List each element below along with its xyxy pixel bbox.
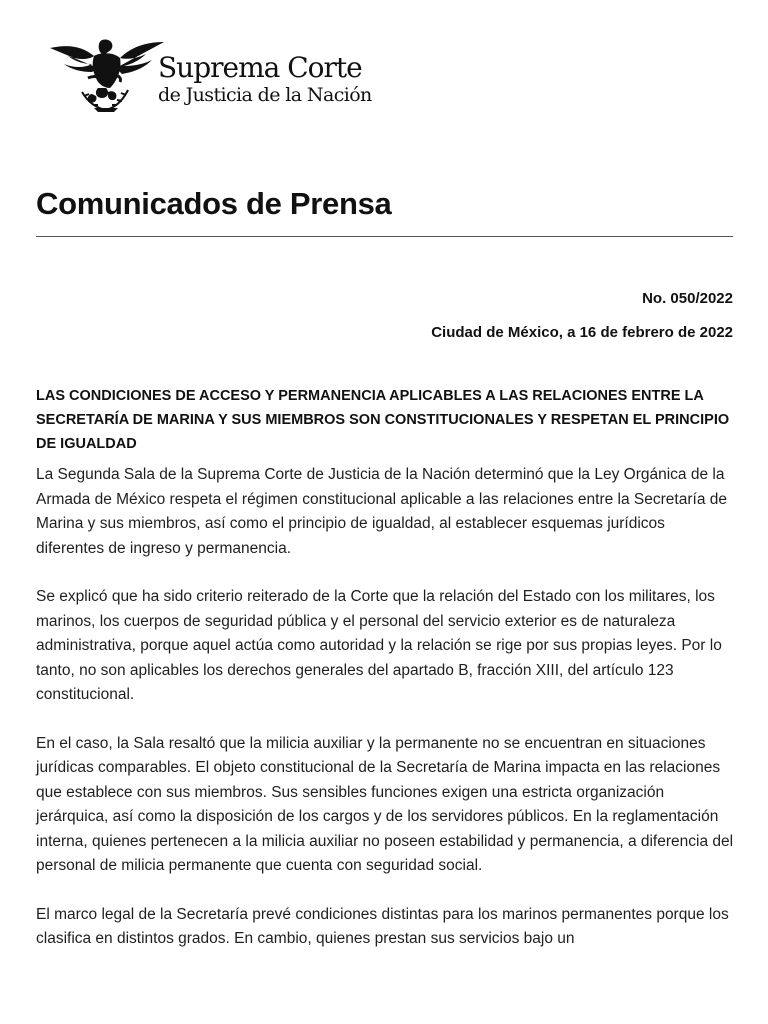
body-paragraph: La Segunda Sala de la Suprema Corte de Justicia de la Nación determinó que la Ley Orgánica de la Armada de México respeta el régimen constitucional aplicable a las relaciones entre la Secretaría de Marina y sus miembros, así como el principio de igualdad, al establecer esquemas jurídicos diferentes de ingreso y permanencia.	[36, 466, 727, 557]
body-paragraph: En el caso, la Sala resaltó que la milicia auxiliar y la permanente no se encuentran en situaciones jurídicas comparables. El objeto constitucional de la Secretaría de Marina impacta en las relaciones que establece con sus miembros. Sus sensibles funciones exigen una estricta organización jerárquica, así como la disposición de los cargos y de los servidores públicos. En la reglamentación interna, quienes pertenecen a la milicia auxiliar no poseen estabilidad y permanencia, a diferencia del personal de milicia permanente que cuenta con seguridad social.	[36, 734, 734, 874]
brand-title: Suprema Corte	[158, 51, 362, 84]
brand-name	[158, 52, 372, 106]
brand-subtitle: de Justicia de la Nación	[158, 84, 372, 106]
release-date: Ciudad de México, a 16 de febrero de 2022	[431, 324, 733, 341]
press-body	[36, 463, 736, 976]
press-headline: LAS CONDICIONES DE ACCESO Y PERMANENCIA APLICABLES A LAS RELACIONES ENTRE LA SECRETARÍA DE MARINA Y SUS MIEMBROS SON CONSTITUCIONALES Y RESPETAN EL PRINCIPIO DE IGUALDAD	[36, 388, 730, 452]
body-paragraph: El marco legal de la Secretaría prevé condiciones distintas para los marinos permanentes porque los clasifica en distintos grados. En cambio, quienes prestan sus servicios bajo un	[36, 905, 729, 947]
page-title: Comunicados de Prensa	[36, 186, 392, 221]
title-divider	[36, 236, 733, 237]
body-paragraph: Se explicó que ha sido criterio reiterado de la Corte que la relación del Estado con los militares, los marinos, los cuerpos de seguridad pública y el personal del servicio exterior es de naturaleza administrativa, porque aquel actúa como autoridad y la relación se rige por sus propias leyes. Por lo tanto, no son aplicables los derechos generales del apartado B, fracción XIII, del artículo 123 constitucional.	[36, 588, 722, 703]
release-number: No. 050/2022	[642, 290, 733, 307]
site-header	[48, 38, 372, 116]
mexican-eagle-emblem-icon	[48, 38, 166, 114]
